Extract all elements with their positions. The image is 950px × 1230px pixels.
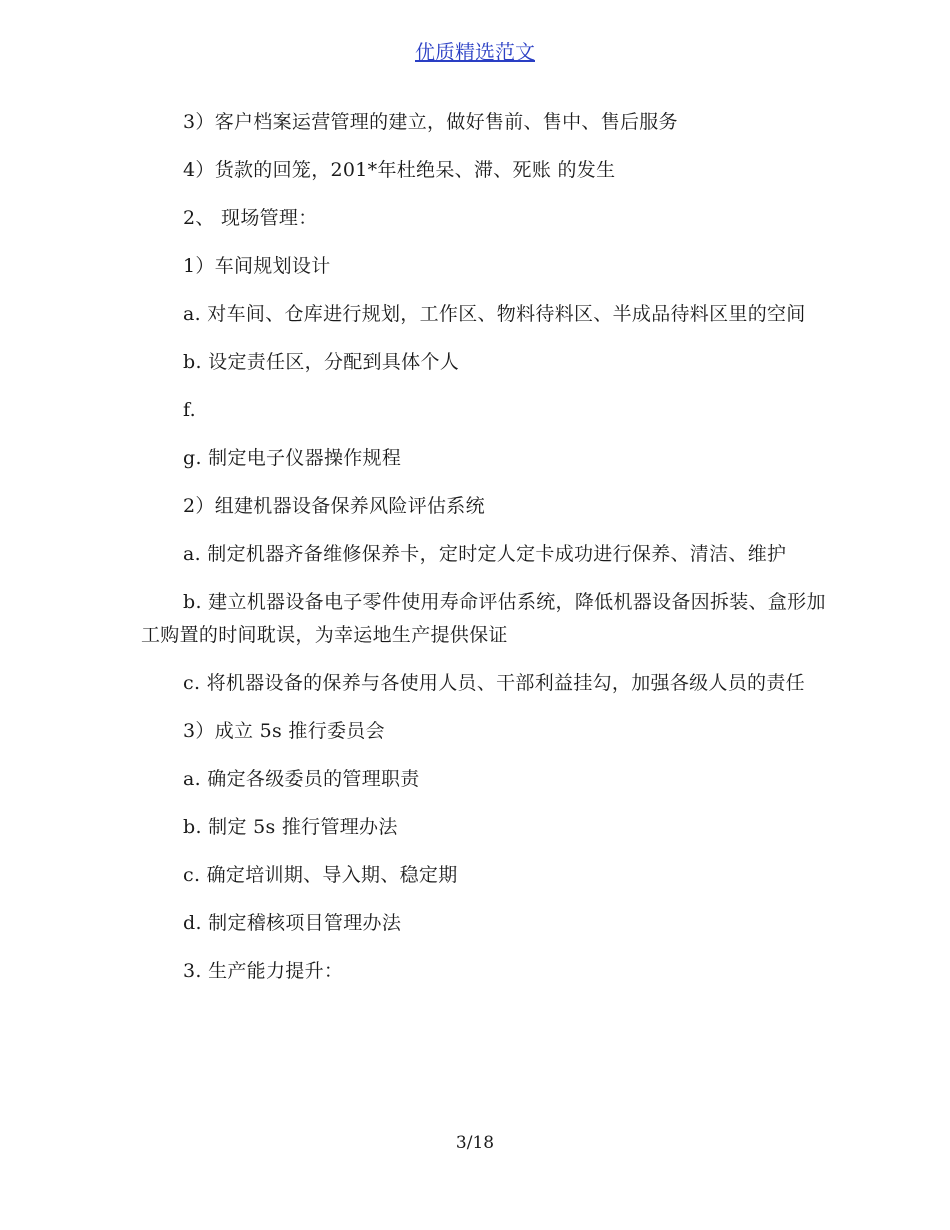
document-body: [141, 106, 831, 1003]
paragraph: b. 制定 5s 推行管理办法: [183, 816, 398, 838]
paragraph: a. 对车间、仓库进行规划，工作区、物料待料区、半成品待料区里的空间: [183, 303, 806, 325]
paragraph: f.: [183, 399, 196, 421]
page-number: 3/18: [455, 1133, 495, 1153]
paragraph: b. 建立机器设备电子零件使用寿命评估系统，降低机器设备因拆装、盒形加工购置的时间耽误，为幸运地生产提供保证: [141, 591, 826, 646]
paragraph: 4）货款的回笼，201*年杜绝呆、滞、死账 的发生: [183, 159, 616, 181]
paragraph: g. 制定电子仪器操作规程: [183, 447, 402, 469]
paragraph: 1）车间规划设计: [183, 255, 331, 277]
paragraph: 3）成立 5s 推行委员会: [183, 720, 385, 742]
paragraph: c. 将机器设备的保养与各使用人员、干部利益挂勾，加强各级人员的责任: [183, 672, 805, 694]
paragraph: d. 制定稽核项目管理办法: [183, 912, 402, 934]
paragraph: 3）客户档案运营管理的建立，做好售前、售中、售后服务: [183, 111, 678, 133]
paragraph: a. 确定各级委员的管理职责: [183, 768, 420, 790]
paragraph: 2）组建机器设备保养风险评估系统: [183, 495, 485, 517]
paragraph: 3. 生产能力提升：: [183, 960, 344, 982]
paragraph: a. 制定机器齐备维修保养卡，定时定人定卡成功进行保养、清洁、维护: [183, 543, 787, 565]
paragraph: c. 确定培训期、导入期、稳定期: [183, 864, 458, 886]
header-link[interactable]: 优质精选范文: [415, 40, 535, 64]
paragraph: b. 设定责任区，分配到具体个人: [183, 351, 460, 373]
paragraph: 2、 现场管理：: [183, 207, 318, 229]
